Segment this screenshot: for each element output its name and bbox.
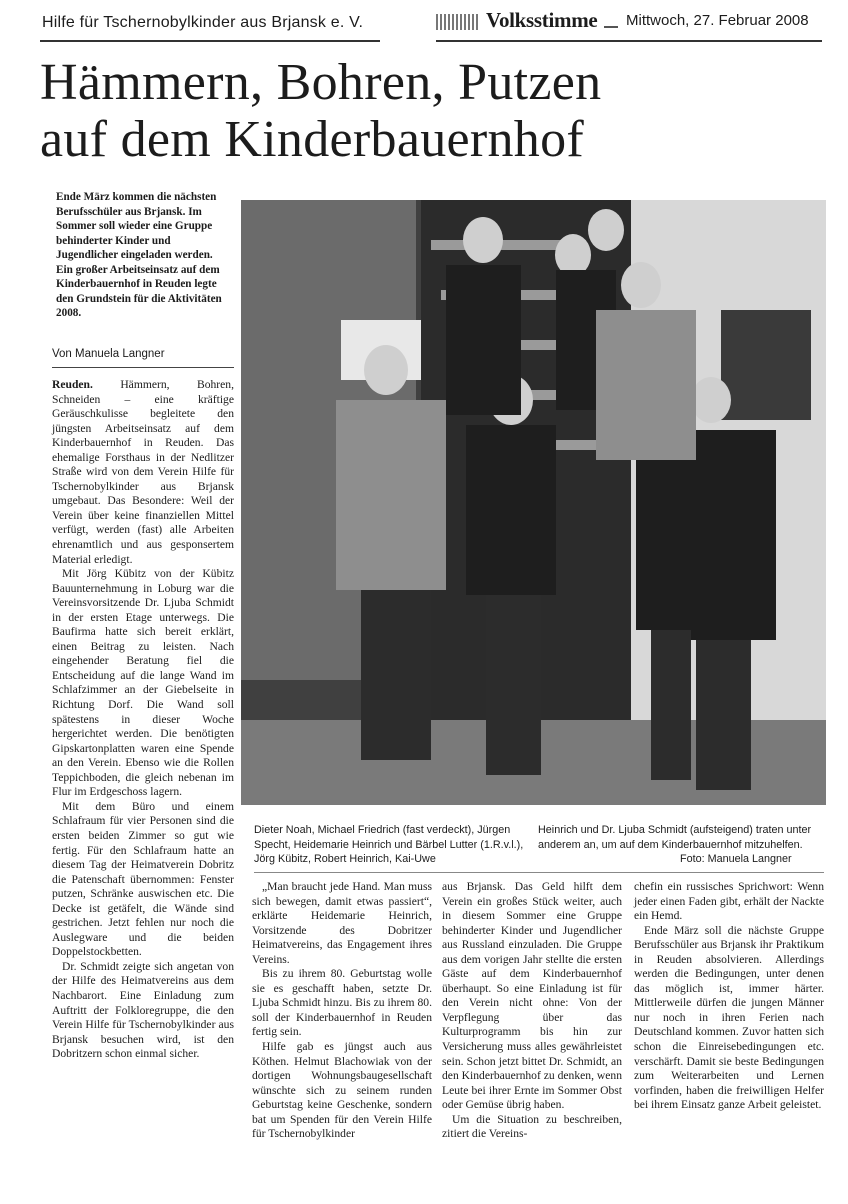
column-2	[252, 880, 432, 1142]
photo-credit: Foto: Manuela Langner	[680, 853, 792, 865]
paragraph: Mit Jörg Kübitz von der Kübitz Bauunternehmung in Loburg war die Vereinsvorsitzende Dr. Ljuba Schmidt in der ersten Etage unterwegs. Die Baufirma hatte sich bereit erklärt, einen Beitrag zu leisten. Nach eingehender Beratung fiel die Entscheidung auf die lange Wand im Schlafzimmer an der Giebelseite in Richtung Dorf. Die Wand soll spätestens in dieser Woche hergerichtet werden. Die benötigten Gipskartonplatten waren eine Spende an den Verein. Ebenso wie die Rollen Teppichboden, die gleich nebenan im Flur im Erdgeschoss lagern.	[52, 567, 234, 799]
newspaper-masthead	[436, 8, 822, 38]
masthead-dash	[604, 26, 618, 28]
header-rule-right	[436, 40, 822, 42]
paragraph: Reuden. Hämmern, Bohren, Schneiden – eine kräftige Geräuschkulisse begleitete den jüngsten Arbeitseinsatz auf dem Kinderbauernhof in Reuden. Das ehemalige Forsthaus in der Nedlitzer Straße wird von dem Verein Hilfe für Tschernobylkinder aus Brjansk umgebaut. Das Besondere: Weil der Verein über keine finanziellen Mittel verfügt, werden (fast) alle Arbeiten ehrenamtlich und aus gesponsertem Material erledigt.	[52, 378, 234, 566]
photo-caption-part-2: Heinrich und Dr. Ljuba Schmidt (aufsteigend) traten unter anderem an, um auf dem Kinderbauernhof mitzuhelfen.	[538, 824, 812, 851]
headline-line-1: Hämmern, Bohren, Putzen	[40, 54, 602, 111]
column-3	[442, 880, 622, 1142]
paragraph: Ende März soll die nächste Gruppe Berufsschüler aus Brjansk ihr Praktikum in Reuden absolvieren. Allerdings werden die Bedingungen, unter denen das möglich ist, immer härter. Mittlerweile dürfen die jungen Männer nur noch in ihren Ferien nach Deutschland kommen. Zuvor hatten sich schon die Einreisebedingungen etc. verschärft. Damit sie beste Bedingungen zum Weiterarbeiten und Lernen vorfinden, haben die freiwilligen Helfer bei ihrem Einsatz ganze Arbeit geleistet.	[634, 923, 824, 1112]
paragraph: Hilfe gab es jüngst auch aus Köthen. Helmut Blachowiak von der dortigen Wohnungsbaugesellschaft wünschte sich zu seinem runden Geburtstag keine Geschenke, sondern bat um Spenden für den Verein Hilfe für Tschernobylkinder	[252, 1040, 432, 1141]
lead-paragraph: Ende März kommen die nächsten Berufsschüler aus Brjansk. Im Sommer soll wieder eine Gruppe behinderter Kinder und Jugendlicher eingeladen werden. Ein großer Arbeitseinsatz auf dem Kinderbauernhof in Reuden legte den Grundstein für die Aktivitäten 2008.	[56, 191, 222, 319]
column-1	[52, 378, 234, 1062]
association-name: Hilfe für Tschernobylkinder aus Brjansk e. V.	[42, 14, 364, 31]
newspaper-name: Volksstimme	[486, 8, 598, 32]
photo-caption-part-1: Dieter Noah, Michael Friedrich (fast verdeckt), Jürgen Specht, Heidemarie Heinrich und Bärbel Lutter (1.R.v.l.), Jörg Kübitz, Robert Heinrich, Kai-Uwe	[254, 824, 524, 865]
column-4	[634, 880, 824, 1113]
group-photo	[241, 200, 826, 805]
headline-line-2: auf dem Kinderbauernhof	[40, 111, 585, 168]
issue-date: Mittwoch, 27. Februar 2008	[626, 12, 809, 29]
dateline: Reuden.	[52, 378, 93, 391]
photo-illustration	[241, 200, 826, 805]
paragraph: Mit dem Büro und einem Schlafraum für vier Personen sind die ersten beiden Zimmer so gut wie fertig. Für den Schlafraum hatte an diesem Tag der Heimatverein Dobritz die Patenschaft übernommen: Fenster putzen, Schränke auswischen etc. Die Decke ist getäfelt, die Wände sind gestrichen. Jetzt fehlen nur noch die Auslegware und die beiden Doppelstockbetten.	[52, 799, 234, 959]
paragraph: Dr. Schmidt zeigte sich angetan von der Hilfe des Heimatvereins aus dem Nachbarort. Eine Einladung zum Auftritt der Folkloregruppe, die den Verein Hilfe für Tschernobylkinder aus Brjansk besuchen wird, ist den Dobritzern schon einmal sicher.	[52, 959, 234, 1061]
headline	[40, 54, 830, 168]
paragraph: „Man braucht jede Hand. Man muss sich bewegen, damit etwas passiert“, erklärte Heidemarie Heinrich, Vorsitzende des Dobritzer Heimatvereins, das Engagement ihres Vereins.	[252, 880, 432, 966]
byline-rule	[52, 367, 234, 368]
header-rule-left	[40, 40, 380, 42]
paragraph: Bis zu ihrem 80. Geburtstag wolle sie es geschafft haben, setzte Dr. Ljuba Schmidt hinzu. Bis zu ihrem 80. soll der Kinderbauernhof in Reuden fertig sein.	[252, 967, 432, 1039]
caption-rule	[254, 872, 824, 873]
paragraph: aus Brjansk. Das Geld hilft dem Verein ein großes Stück weiter, auch in diesem Sommer eine Gruppe behinderter Kinder und Jugendlicher aus Russland einzuladen. Die Gruppe aus dem vorigen Jahr stellte die ersten Gäste auf dem Kinderbauernhof überhaupt. So eine Einladung ist für den Verein nicht ohne: Von der Verpflegung über das Kulturprogramm bis hin zur Versicherung muss alles gewährleistet sein. Schon jetzt bittet Dr. Schmidt, an den Kinderbauernhof zu denken, wenn Leute bei ihrer Ernte im Sommer Obst oder Gemüse übrig haben.	[442, 880, 622, 1112]
paragraph: Um die Situation zu beschreiben, zitiert die Vereins-	[442, 1112, 622, 1141]
byline: Von Manuela Langner	[52, 348, 165, 360]
paragraph: chefin ein russisches Sprichwort: Wenn jeder einen Faden gibt, erhält der Nackte ein Hemd.	[634, 880, 824, 923]
masthead-pattern	[436, 14, 480, 30]
